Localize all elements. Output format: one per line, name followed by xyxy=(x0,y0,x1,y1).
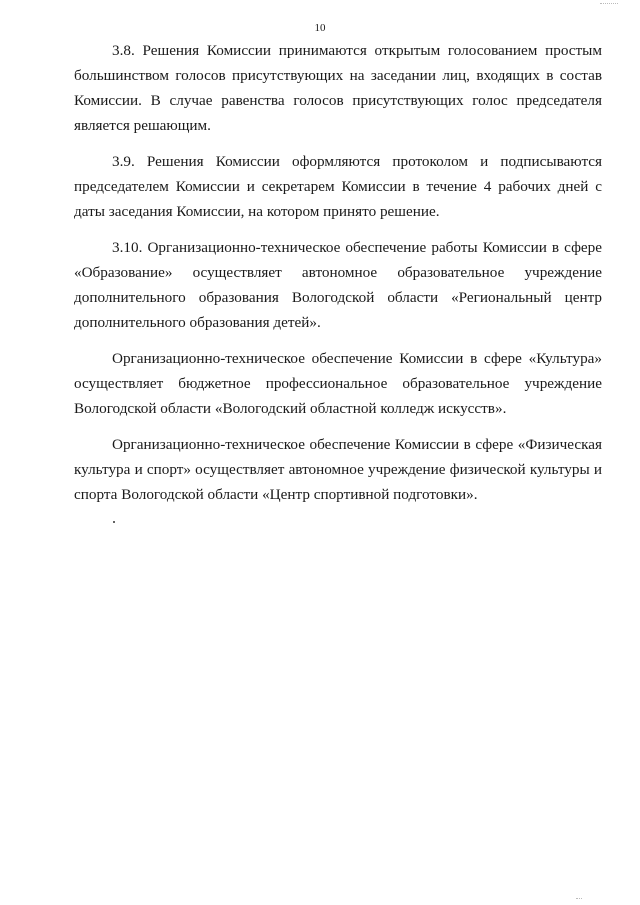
paragraph-3-9: 3.9. Решения Комиссии оформляются протоколом и подписываются председателем Комиссии и секретарем Комиссии в течение 4 рабочих дней с даты заседания Комиссии, на котором принято решение. xyxy=(74,153,602,220)
paragraph-3-8: 3.8. Решения Комиссии принимаются открытым голосованием простым большинством голосов присутствующих на заседании лиц, входящих в состав Комиссии. В случае равенства голосов присутствующих голос председателя является решающим. xyxy=(74,42,602,134)
paragraph-sport: Организационно-техническое обеспечение Комиссии в сфере «Физическая культура и спорт» осуществляет автономное учреждение физической культуры и спорта Вологодской области «Центр спортивной подготовки». xyxy=(74,436,602,503)
document-body xyxy=(74,38,602,518)
scan-artifact-bottom xyxy=(576,896,582,899)
scan-dot xyxy=(113,521,115,523)
scan-artifact-top xyxy=(600,0,618,4)
page-number: 10 xyxy=(314,22,326,34)
paragraph-culture: Организационно-техническое обеспечение Комиссии в сфере «Культура» осуществляет бюджетное профессиональное образовательное учреждение Вологодской области «Вологодский областной колледж искусств». xyxy=(74,350,602,417)
paragraph-3-10: 3.10. Организационно-техническое обеспечение работы Комиссии в сфере «Образование» осуществляет автономное образовательное учреждение дополнительного образования Вологодской области «Региональный центр дополнительного образования детей». xyxy=(74,239,602,331)
